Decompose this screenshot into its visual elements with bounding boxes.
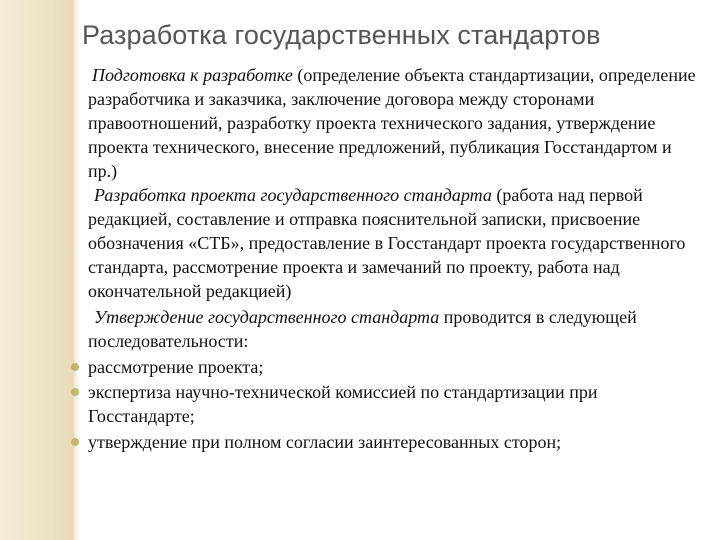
list-item-text: утверждение при полном согласии заинтересованных сторон;: [88, 432, 562, 452]
list-item-text: рассмотрение проекта;: [88, 357, 264, 377]
approval-steps-list: [88, 355, 700, 454]
list-item: [88, 355, 700, 379]
paragraph-text: (работа над первой редакцией, составление и отправка пояснительной записки, присвоение обозначения «СТБ», предоставление в Госстандарт проекта государственного стандарта, рассмотрение проекта и замечаний по проекту, работа над окончательной редакцией): [88, 185, 686, 301]
paragraph-preparation: [88, 63, 700, 183]
slide-body: [88, 63, 700, 454]
paragraph-text: (определение объекта стандартизации, определение разработчика и заказчика, заключение договора между сторонами правоотношений, разработку проекта технического задания, утверждение проекта технического, внесение предложений, публикация Госстандартом и пр.): [88, 65, 696, 181]
list-item: [88, 380, 700, 428]
bullet-dot-icon: [71, 438, 79, 446]
left-decorative-band: [0, 0, 74, 540]
paragraph-lead: Утверждение государственного стандарта: [94, 307, 440, 327]
bullet-dot-icon: [71, 363, 79, 371]
list-item-text: экспертиза научно-технической комиссией по стандартизации при Госстандарте;: [88, 382, 598, 426]
paragraph-draft: [88, 183, 700, 303]
paragraph-text: проводится в следующей последовательности:: [88, 307, 637, 351]
list-item: [88, 430, 700, 454]
slide-title: Разработка государственных стандартов: [82, 20, 601, 50]
paragraph-approval: [88, 305, 700, 353]
left-band-edge: [74, 0, 80, 540]
bullet-dot-icon: [71, 388, 79, 396]
paragraph-lead: Подготовка к разработке: [92, 65, 293, 85]
paragraph-lead: Разработка проекта государственного стандарта: [94, 185, 492, 205]
